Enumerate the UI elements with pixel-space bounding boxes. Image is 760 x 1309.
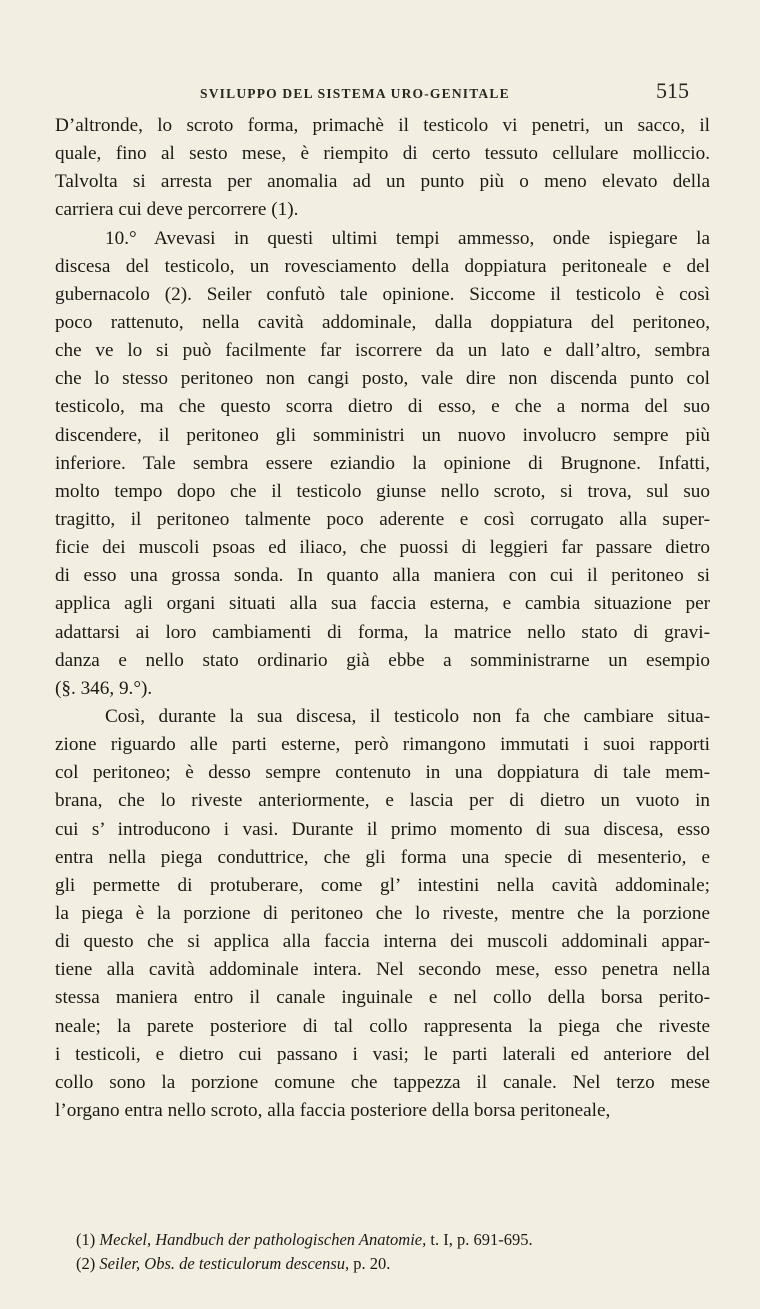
- text-line: che ve lo si può facilmente far iscorrere da un lato e dall’altro, sembra: [55, 340, 710, 362]
- text-line: tiene alla cavità addominale intera. Nel secondo mese, esso penetra nella: [55, 959, 710, 981]
- text-line: di questo che si applica alla faccia interna dei muscoli addominali appar-: [55, 931, 710, 953]
- text-line: carriera cui deve percorrere (1).: [55, 199, 299, 221]
- footnote-author: Seiler,: [99, 1254, 141, 1273]
- text-line: tragitto, il peritoneo talmente poco aderente e così corrugato alla super-: [55, 508, 710, 530]
- footnote-mark: (1): [76, 1230, 96, 1249]
- footnote-author: Meckel,: [99, 1230, 152, 1249]
- text-line: cui s’ introducono i vasi. Durante il primo momento di sua discesa, esso: [55, 818, 710, 840]
- text-line: neale; la parete posteriore di tal collo rappresenta la piega che riveste: [55, 1015, 710, 1037]
- text-line: quale, fino al sesto mese, è riempito di certo tessuto cellulare molliccio.: [55, 143, 710, 165]
- text-line: che lo stesso peritoneo non cangi posto, vale dire non discenda punto col: [55, 368, 710, 390]
- text-line: brana, che lo riveste anteriormente, e lascia per di dietro un vuoto in: [55, 790, 710, 812]
- text-line: D’altronde, lo scroto forma, primachè il testicolo vi penetri, un sacco, il: [55, 115, 710, 136]
- text-line: ficie dei muscoli psoas ed iliaco, che puossi di leggieri far passare dietro: [55, 537, 710, 559]
- text-line: l’organo entra nello scroto, alla faccia posteriore della borsa peritoneale,: [55, 1099, 611, 1121]
- text-line: Così, durante la sua discesa, il testicolo non fa che cambiare situa-: [105, 705, 710, 727]
- text-line: gubernacolo (2). Seiler confutò tale opinione. Siccome il testicolo è così: [55, 283, 710, 305]
- text-line: testicolo, ma che questo scorra dietro di esso, e che a norma del suo: [55, 396, 710, 418]
- footnote-rest: p. 20.: [353, 1254, 391, 1273]
- text-line: discesa del testicolo, un rovesciamento della doppiatura peritoneale e del: [55, 255, 710, 277]
- text-line: applica agli organi situati alla sua faccia esterna, e cambia situazione per: [55, 593, 710, 615]
- footnote-rest: t. I, p. 691-695.: [430, 1230, 533, 1249]
- text-line: zione riguardo alle parti esterne, però rimangono immutati i suoi rapporti: [55, 734, 710, 756]
- text-line: la piega è la porzione di peritoneo che lo riveste, mentre che la porzione: [55, 902, 710, 924]
- text-line: (§. 346, 9.°).: [55, 677, 153, 699]
- page-number: 515: [656, 78, 689, 103]
- text-line: entra nella piega conduttrice, che gli forma una specie di mesenterio, e: [55, 846, 710, 868]
- text-line: i testicoli, e dietro cui passano i vasi; le parti laterali ed anteriore del: [55, 1043, 710, 1065]
- footnotes: [76, 1228, 716, 1276]
- footnote: [76, 1252, 716, 1276]
- text-line: poco rattenuto, nella cavità addominale, dalla doppiatura del peritoneo,: [55, 311, 710, 333]
- text-line: Talvolta si arresta per anomalia ad un punto più o meno elevato della: [55, 171, 710, 193]
- text-line: di esso una grossa sonda. In quanto alla maniera con cui il peritoneo si: [55, 565, 710, 587]
- text-line: stessa maniera entro il canale inguinale e nel collo della borsa perito-: [55, 987, 710, 1009]
- text-line: col peritoneo; è desso sempre contenuto in una doppiatura di tale mem-: [55, 762, 710, 784]
- text-line: inferiore. Tale sembra essere eziandio la opinione di Brugnone. Infatti,: [55, 452, 710, 474]
- text-line: discendere, il peritoneo gli somministri un nuovo involucro sempre più: [55, 424, 710, 446]
- text-line: gli permette di protuberare, come gl’ intestini nella cavità addominale;: [55, 874, 710, 896]
- body-text: [55, 112, 710, 1125]
- text-line: 10.° Avevasi in questi ultimi tempi ammesso, onde ispiegare la: [105, 227, 710, 249]
- text-line: molto tempo dopo che il testicolo giunse nello scroto, si trova, sul suo: [55, 480, 710, 502]
- footnote-title: Obs. de testiculorum descensu,: [144, 1254, 350, 1273]
- text-line: danza e nello stato ordinario già ebbe a somministrarne un esempio: [55, 649, 710, 671]
- text-line: collo sono la porzione comune che tappezza il canale. Nel terzo mese: [55, 1071, 710, 1093]
- footnote-mark: (2): [76, 1254, 96, 1273]
- footnote-title: Handbuch der pathologischen Anatomie,: [155, 1230, 427, 1249]
- text-line: adattarsi ai loro cambiamenti di forma, la matrice nello stato di gravi-: [55, 621, 710, 643]
- running-header: SVILUPPO DEL SISTEMA URO-GENITALE: [200, 86, 510, 101]
- footnote: [76, 1228, 716, 1252]
